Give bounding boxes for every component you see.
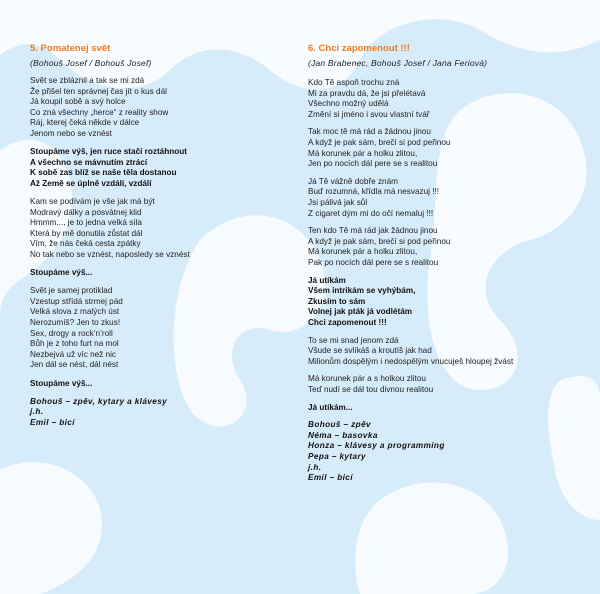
lyric-line: Jen po nocích dál pere se s realitou <box>308 159 438 169</box>
lyric-line: Milionům dospělým i nedospělým vnucuješ hloupej žvást <box>308 356 514 366</box>
lyric-line: Jsi pálivá jak sůl <box>308 198 368 207</box>
lyric-line: A když je pak sám, brečí si pod peřinou <box>308 138 451 147</box>
chorus-line: Já utíkám <box>308 275 346 285</box>
lyric-line: A když je pak sám, brečí si pod peřinou <box>308 236 451 246</box>
white-swirl-right <box>427 93 586 390</box>
lyric-line: Všechno možný udělá <box>308 99 389 109</box>
lyric-line: Ten kdo Tě má rád jak žádnou jinou <box>308 226 438 236</box>
song-credit: (Bohouš Josef / Bohouš Josef) <box>30 58 152 68</box>
lyric-line: Jen dál se nést, dál nést <box>30 360 119 370</box>
lyric-line: Mi za pravdu dá, že jsi přelétavá <box>308 88 426 98</box>
lyric-line: Buď rozumná, křídla má nesvazuj !!! <box>308 187 440 197</box>
lyric-line: Tak moc tě má rád a žádnou jinou <box>308 127 431 137</box>
lyric-line: To se mi snad jenom zdá <box>308 335 399 345</box>
band-member-line: Bohouš – zpěv <box>308 420 371 430</box>
lyric-line: Já koupil sobě a svý holce <box>30 97 126 107</box>
chorus-line: Volnej jak pták já vodlétám <box>308 307 413 317</box>
chorus-line: Stoupáme výš... <box>30 378 93 388</box>
lyric-line: Sex, drogy a rock’n’roll <box>30 328 113 338</box>
lyric-line: Má korunek pár a holku zlitou, <box>308 247 418 257</box>
white-swirl-bottom-right <box>355 483 508 594</box>
chorus-line: Stoupáme výš... <box>30 268 93 278</box>
white-swirl-middle <box>174 215 326 426</box>
lyric-line: Bůh je z toho furt na mol <box>30 339 119 349</box>
lyric-line: Co zná všechny „herce“ z reality show <box>30 107 169 117</box>
lyric-line: Změní si jméno i svou vlastní tvář <box>308 109 430 119</box>
band-member-line: Néma – basovka <box>308 430 378 440</box>
white-swirl-right-edge <box>548 376 600 520</box>
song-credit: (Jan Brabenec, Bohouš Josef / Jana Feriová) <box>308 58 488 68</box>
band-member-line: j.h. <box>30 407 44 417</box>
lyric-line: Nezbejvá už víc než nic <box>30 349 117 359</box>
lyric-line: Všude se svlíkáš a kroutíš jak had <box>308 346 432 356</box>
band-member-line: Emil – bicí <box>30 417 75 427</box>
lyric-line: No tak nebo se vznést, naposledy se vznést <box>30 250 190 259</box>
lyric-line: Jenom nebo se vznést <box>30 129 112 138</box>
lyric-line: Ráj, kterej čeká někde v dálce <box>30 118 140 128</box>
lyric-line: Která by mě donutila zůstat dál <box>30 228 143 238</box>
lyric-line: Kdo Tě aspoň trochu zná <box>308 78 400 87</box>
lyric-line: Hmmm..., je to jedna velká síla <box>30 218 142 228</box>
song-title: 6. Chci zapomenout !!! <box>308 43 410 54</box>
lyric-line: Vzestup střídá strmej pád <box>30 296 123 306</box>
chorus-line: Chci zapomenout !!! <box>308 318 387 327</box>
song-title: 5. Pomatenej svět <box>30 43 111 54</box>
band-member-line: Honza – klávesy a programming <box>308 441 445 451</box>
lyric-line: Já Tě vážně dobře znám <box>308 176 398 186</box>
lyric-line: Má korunek pár a s holkou zlitou <box>308 374 426 384</box>
lyric-line: Svět je samej protiklad <box>30 286 113 296</box>
chorus-line: K sobě zas blíž se naše těla dostanou <box>30 168 177 178</box>
lyric-line: Z cigaret dým mi do očí nemaluj !!! <box>308 208 434 218</box>
white-swirl-bottom-left <box>0 462 102 594</box>
lyric-line: Kam se podívám je vše jak má být <box>30 197 155 206</box>
lyric-line: Má korunek pár a holku zlitou, <box>308 148 418 158</box>
band-member-line: Emil – bicí <box>308 473 353 483</box>
chorus-line: Zkusím to sám <box>308 296 366 306</box>
chorus-line: Stoupáme výš, jen ruce stačí roztáhnout <box>30 147 187 157</box>
lyric-line: Nerozumíš? Jen to zkus! <box>30 318 121 327</box>
band-member-line: Pepa – kytary <box>308 452 366 461</box>
chorus-line: Až Země se úplně vzdálí, vzdálí <box>30 178 152 188</box>
chorus-line: Já utíkám... <box>308 402 353 412</box>
chorus-line: A všechno se mávnutím ztrácí <box>30 157 148 167</box>
lyric-line: Pak po nocích dál pere se s realitou <box>308 258 439 267</box>
band-member-line: Bohouš – zpěv, kytary a klávesy <box>30 396 168 406</box>
lyric-line: Modravý dálky a posvátnej klid <box>30 207 142 217</box>
band-member-line: j.h. <box>308 462 322 472</box>
lyric-line: Vím, že nás čeká cesta zpátky <box>30 239 141 249</box>
lyric-line: Velká slova z malých úst <box>30 307 120 317</box>
chorus-line: Všem intrikám se vyhýbám, <box>308 286 416 296</box>
lyric-line: Teď nudí se dál tou divnou realitou <box>308 385 434 394</box>
lyric-line: Že přišel ten správnej čas jít o kus dál <box>30 86 167 96</box>
lyric-line: Svět se zbláznil a tak se mi zdá <box>30 76 145 85</box>
